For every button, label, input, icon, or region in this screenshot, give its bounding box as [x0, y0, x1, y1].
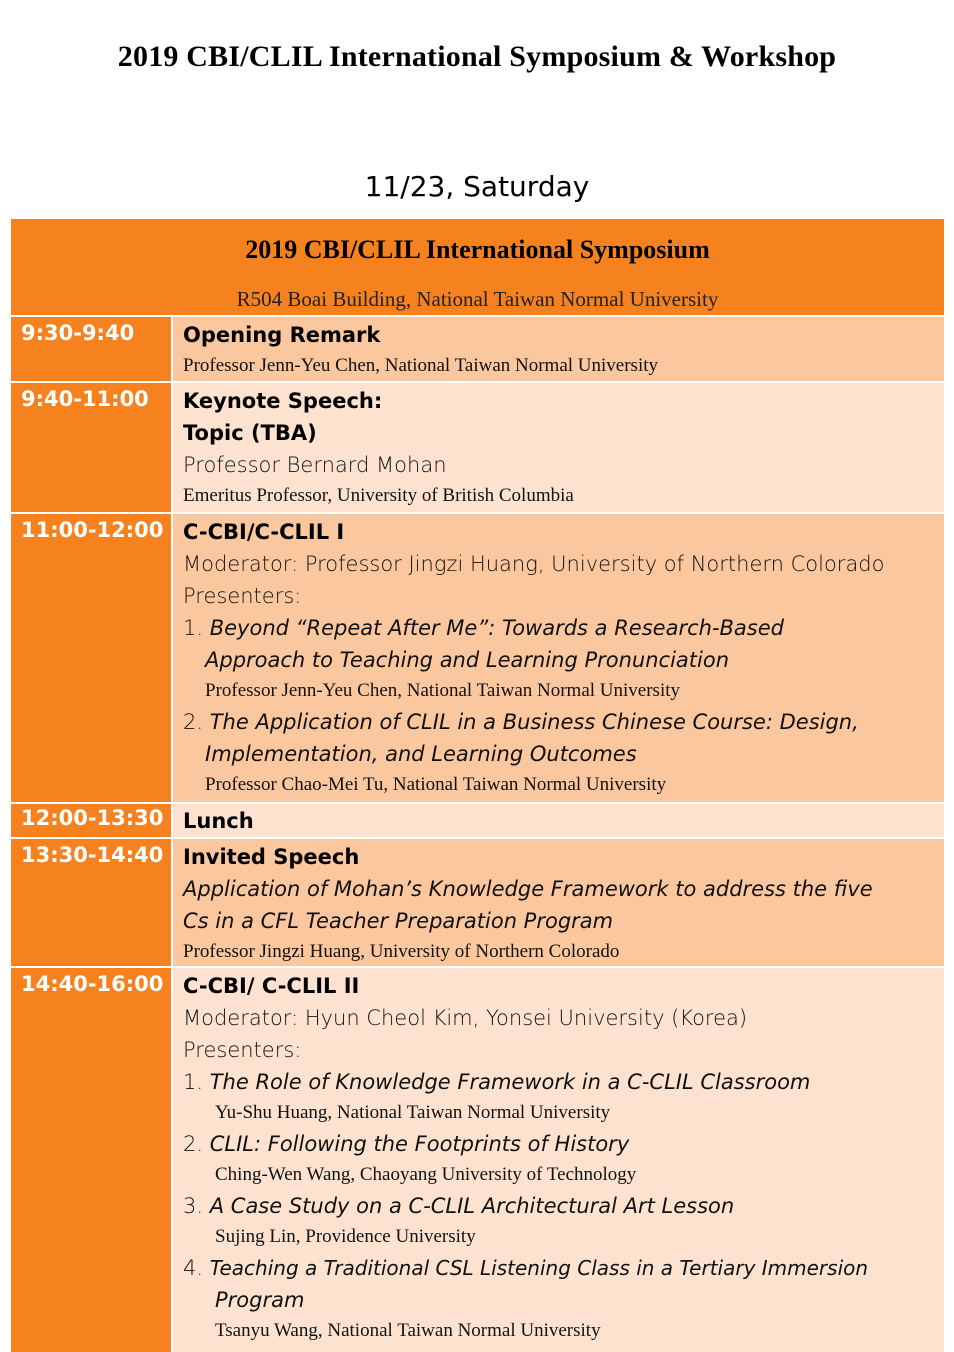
session-cell: [173, 514, 944, 802]
list-number: 2.: [183, 1132, 204, 1156]
list-number: 4.: [183, 1256, 204, 1280]
presentation-title-line: Teaching a Traditional CSL Listening Class in a Tertiary Immersion: [209, 1256, 869, 1280]
presentation-title: [183, 1252, 936, 1284]
time-cell: 11:00-12:00: [11, 514, 173, 802]
talk-title: Application of Mohan’s Knowledge Framework to address the five: [183, 877, 873, 901]
presentation-title-line: Beyond “Repeat After Me”: Towards a Research-Based: [209, 616, 784, 640]
presentation-title: [183, 1066, 936, 1098]
presentation-title-line: The Role of Knowledge Framework in a C-CLIL Classroom: [209, 1070, 811, 1094]
speaker: Professor Jingzi Huang, University of Northern Colorado: [183, 941, 620, 962]
session-cell: [173, 839, 944, 966]
time-cell: 9:40-11:00: [11, 383, 173, 512]
presentation-title: [183, 612, 936, 644]
schedule-row-invited: [11, 837, 944, 966]
presentation-title-cont: Approach to Teaching and Learning Pronunciation: [205, 648, 730, 672]
presentation-title-line: The Application of CLIL in a Business Chinese Course: Design,: [209, 710, 859, 734]
session-title: C-CBI/ C-CLIL II: [183, 974, 360, 998]
schedule-row-ccbi-1: [11, 512, 944, 802]
speaker-affiliation: Emeritus Professor, University of British Columbia: [183, 485, 574, 506]
schedule-table: [11, 219, 944, 1352]
time-cell: 12:00-13:30: [11, 804, 173, 837]
list-number: 1.: [183, 616, 204, 640]
presenters-label: Presenters:: [183, 584, 302, 608]
presenters-label: Presenters:: [183, 1038, 302, 1062]
schedule-row-lunch: [11, 802, 944, 837]
talk-title-cont: Cs in a CFL Teacher Preparation Program: [183, 909, 614, 933]
presentation-title-line: CLIL: Following the Footprints of History: [209, 1132, 630, 1156]
moderator: Moderator: Professor Jingzi Huang, University of Northern Colorado: [183, 552, 885, 576]
schedule-row-opening: [11, 315, 944, 381]
time-cell: 9:30-9:40: [11, 317, 173, 381]
presenter: Professor Jenn-Yeu Chen, National Taiwan Normal University: [205, 680, 681, 701]
presenter: Sujing Lin, Providence University: [215, 1226, 476, 1247]
session-title: Opening Remark: [183, 323, 381, 347]
document-title: 2019 CBI/CLIL International Symposium & Workshop: [117, 40, 837, 73]
symposium-venue: R504 Boai Building, National Taiwan Normal University: [236, 287, 719, 311]
presentation-title-cont: Implementation, and Learning Outcomes: [205, 742, 637, 766]
session-topic: Topic (TBA): [183, 421, 317, 445]
presenter: Ching-Wen Wang, Chaoyang University of Technology: [215, 1164, 637, 1185]
list-number: 1.: [183, 1070, 204, 1094]
moderator: Moderator: Hyun Cheol Kim, Yonsei University (Korea): [183, 1006, 748, 1030]
presentation-title-line: A Case Study on a C-CLIL Architectural Art Lesson: [209, 1194, 735, 1218]
session-cell: [173, 804, 944, 837]
time-cell: 14:40-16:00: [11, 968, 173, 1352]
session-title: Invited Speech: [183, 845, 360, 869]
presentation-title: [183, 706, 936, 738]
symposium-title: 2019 CBI/CLIL International Symposium: [245, 235, 710, 264]
session-title: Lunch: [183, 809, 254, 833]
session-title: C-CBI/C-CLIL I: [183, 520, 345, 544]
presentation-title: [183, 1128, 936, 1160]
schedule-row-ccbi-2: [11, 966, 944, 1352]
session-cell: [173, 383, 944, 512]
session-title: Keynote Speech:: [183, 389, 383, 413]
speaker: Professor Bernard Mohan: [183, 453, 447, 477]
list-number: 2.: [183, 710, 204, 734]
symposium-header: [11, 219, 944, 315]
presenter: Professor Chao-Mei Tu, National Taiwan Normal University: [205, 774, 667, 795]
session-cell: [173, 968, 944, 1352]
presentation-title-cont: Program: [215, 1288, 305, 1312]
session-cell: [173, 317, 944, 381]
speaker: Professor Jenn-Yeu Chen, National Taiwan Normal University: [183, 355, 659, 376]
date-heading: 11/23, Saturday: [364, 170, 590, 203]
list-number: 3.: [183, 1194, 204, 1218]
presentation-title: [183, 1190, 936, 1222]
schedule-row-keynote: [11, 381, 944, 512]
presenter: Tsanyu Wang, National Taiwan Normal University: [215, 1320, 601, 1341]
time-cell: 13:30-14:40: [11, 839, 173, 966]
presenter: Yu-Shu Huang, National Taiwan Normal University: [215, 1102, 611, 1123]
